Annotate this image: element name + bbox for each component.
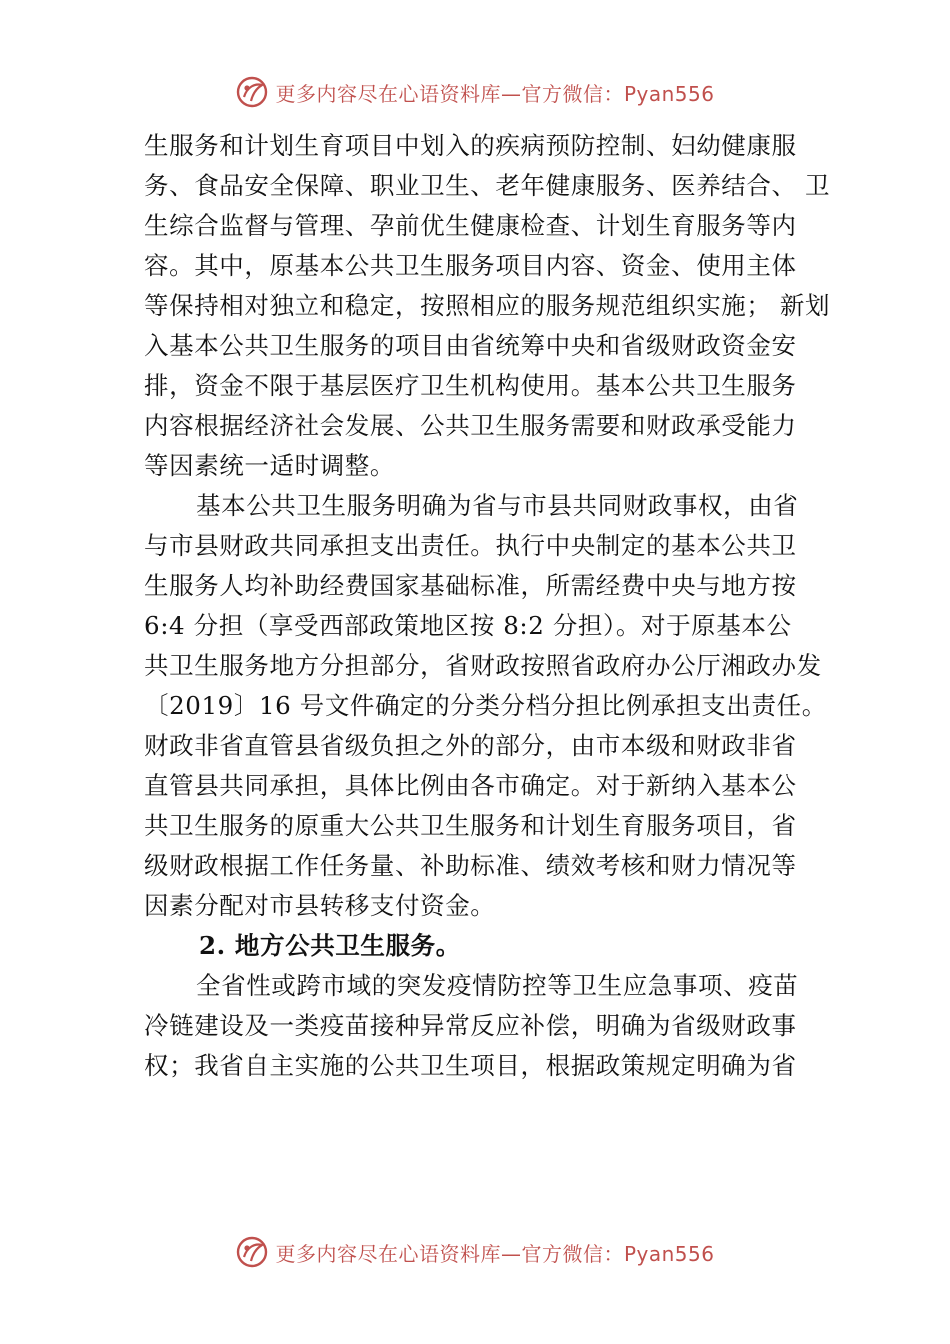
text-line: 生服务人均补助经费国家基础标准，所需经费中央与地方按: [144, 571, 797, 600]
text-line: 内容根据经济社会发展、公共卫生服务需要和财政承受能力: [144, 411, 797, 440]
watermark-text: 更多内容尽在心语资料库—官方微信：Pyan556: [275, 1241, 715, 1266]
document-body: [144, 126, 831, 1086]
text-line: 等保持相对独立和稳定，按照相应的服务规范组织实施； 新划: [144, 291, 831, 320]
section-heading: 2. 地方公共卫生服务。: [199, 931, 461, 960]
text-line: 共卫生服务地方分担部分，省财政按照省政府办公厅湘政办发: [144, 651, 822, 680]
text-line: 〔2019〕16 号文件确定的分类分档分担比例承担支出责任。: [144, 691, 827, 720]
text-line: 排，资金不限于基层医疗卫生机构使用。基本公共卫生服务: [144, 371, 797, 400]
text-line: 全省性或跨市域的突发疫情防控等卫生应急事项、疫苗: [196, 971, 799, 1000]
text-line: 共卫生服务的原重大公共卫生服务和计划生育服务项目，省: [144, 811, 797, 840]
text-line: 基本公共卫生服务明确为省与市县共同财政事权，由省: [196, 491, 799, 520]
watermark-text: 更多内容尽在心语资料库—官方微信：Pyan556: [275, 81, 715, 106]
watermark-logo-icon: [235, 1235, 269, 1269]
text-line: 等因素统一适时调整。: [144, 451, 395, 480]
text-line: 直管县共同承担，具体比例由各市确定。对于新纳入基本公: [144, 771, 797, 800]
text-line: 6:4 分担（享受西部政策地区按 8:2 分担）。对于原基本公: [144, 611, 792, 640]
text-line: 因素分配对市县转移支付资金。: [144, 891, 496, 920]
text-line: 与市县财政共同承担支出责任。执行中央制定的基本公共卫: [144, 531, 797, 560]
text-line: 财政非省直管县省级负担之外的部分，由市本级和财政非省: [144, 731, 797, 760]
header-watermark: [0, 72, 950, 112]
watermark-logo-icon: [235, 75, 269, 109]
footer-watermark: [0, 1232, 950, 1272]
text-line: 生综合监督与管理、孕前优生健康检查、计划生育服务等内: [144, 211, 797, 240]
text-line: 入基本公共卫生服务的项目由省统筹中央和省级财政资金安: [144, 331, 797, 360]
text-line: 权；我省自主实施的公共卫生项目，根据政策规定明确为省: [144, 1051, 797, 1080]
text-line: 冷链建设及一类疫苗接种异常反应补偿，明确为省级财政事: [144, 1011, 797, 1040]
text-line: 生服务和计划生育项目中划入的疾病预防控制、妇幼健康服: [144, 131, 797, 160]
text-line: 级财政根据工作任务量、补助标准、绩效考核和财力情况等: [144, 851, 797, 880]
text-line: 务、食品安全保障、职业卫生、老年健康服务、医养结合、 卫: [144, 171, 831, 200]
text-line: 容。其中，原基本公共卫生服务项目内容、资金、使用主体: [144, 251, 797, 280]
